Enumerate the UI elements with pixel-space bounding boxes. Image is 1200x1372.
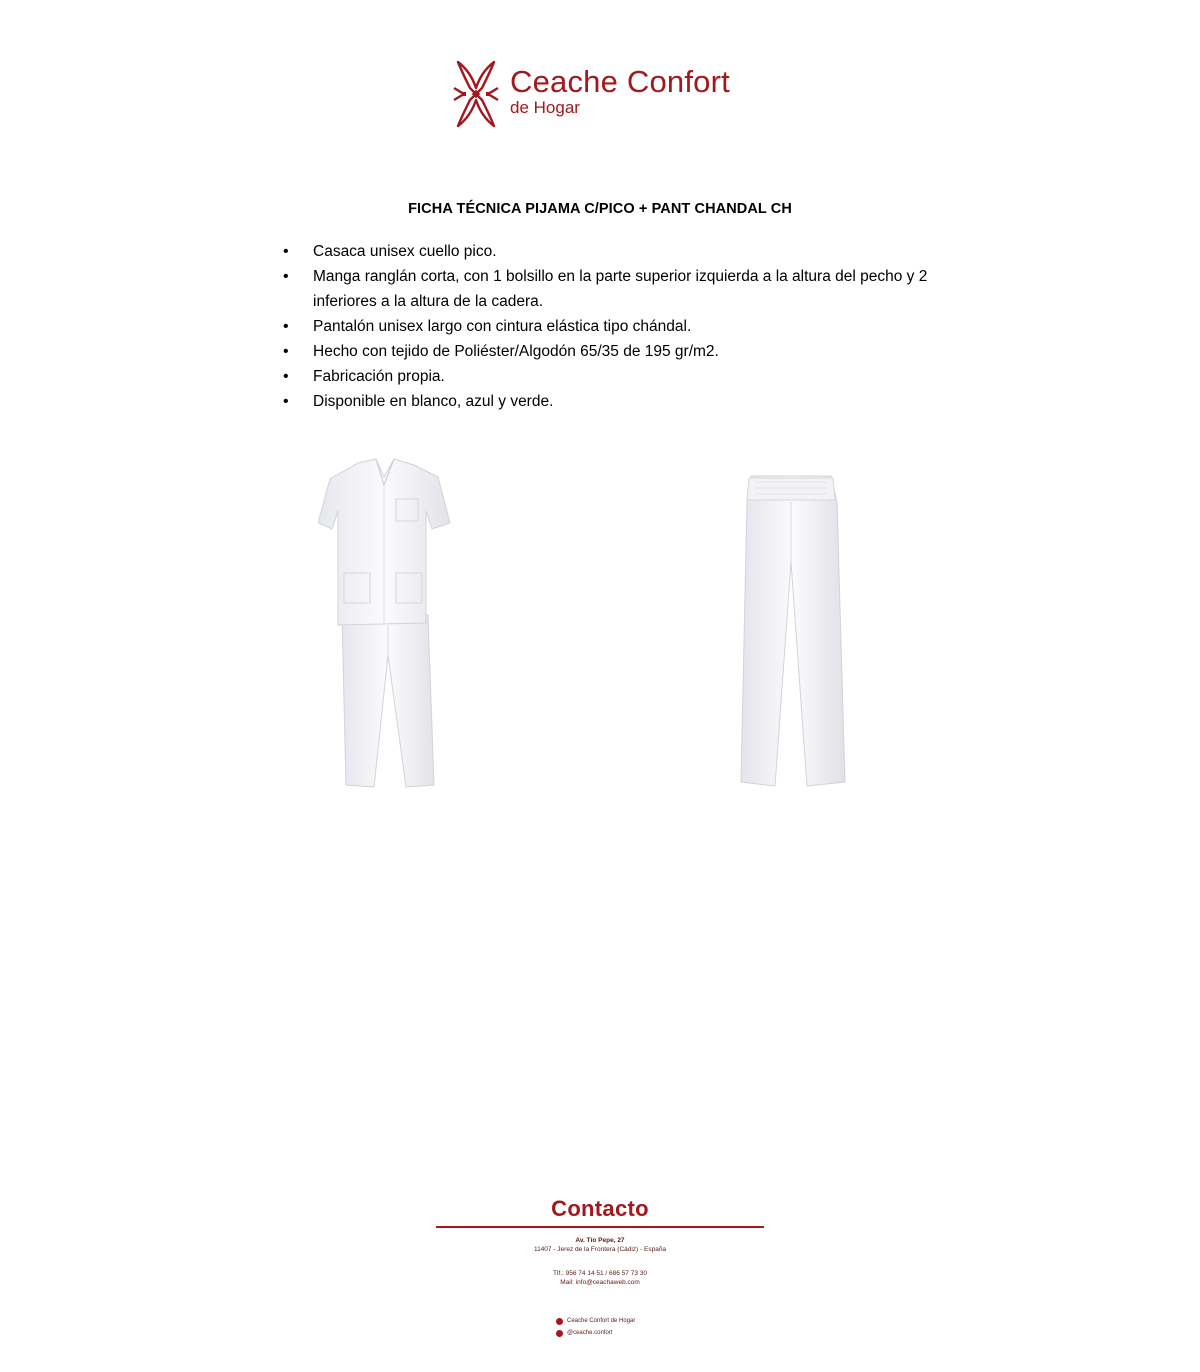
brand-name: Ceache Confort <box>510 64 730 99</box>
facebook-link[interactable] <box>556 1316 635 1326</box>
contact-title: Contacto <box>551 1196 649 1221</box>
brand-tagline: de Hogar <box>510 98 580 117</box>
mail-address[interactable]: Mail: info@ceachaweb.com <box>560 1279 640 1286</box>
feature-item: • Fabricación propia. <box>283 364 963 389</box>
feature-item: • Disponible en blanco, azul y verde. <box>283 389 963 414</box>
phone-numbers: Tlf.: 956 74 14 51 / 686 57 73 30 <box>553 1270 647 1277</box>
contact-divider <box>436 1226 764 1228</box>
feature-item: • Manga ranglán corta, con 1 bolsillo en la parte superior izquierda a la altura del pecho y 2 inferiores a la altura de la cadera. <box>283 264 963 314</box>
address-line-2: 11407 - Jerez de la Frontera (Cádiz) - España <box>533 1246 667 1253</box>
instagram-label: @ceache.confort <box>567 1330 613 1336</box>
document-title: FICHA TÉCNICA PIJAMA C/PICO + PANT CHANDAL CH <box>408 201 792 217</box>
brand-logo-icon <box>452 58 500 130</box>
social-links <box>556 1316 635 1340</box>
address-line-1: Av. Tío Pepe, 27 <box>575 1237 625 1244</box>
facebook-label: Ceache Confort de Hogar <box>567 1318 636 1324</box>
feature-list <box>283 239 963 414</box>
chandal-pants-image <box>735 472 847 790</box>
pijama-set-image <box>318 455 468 795</box>
feature-item: • Casaca unisex cuello pico. <box>283 239 963 264</box>
brand-logo <box>452 58 752 132</box>
contact-block <box>436 1196 764 1287</box>
instagram-icon <box>556 1330 563 1337</box>
facebook-icon <box>556 1318 563 1325</box>
instagram-link[interactable] <box>556 1328 635 1338</box>
feature-item: • Pantalón unisex largo con cintura elástica tipo chándal. <box>283 314 963 339</box>
feature-item: • Hecho con tejido de Poliéster/Algodón 65/35 de 195 gr/m2. <box>283 339 963 364</box>
